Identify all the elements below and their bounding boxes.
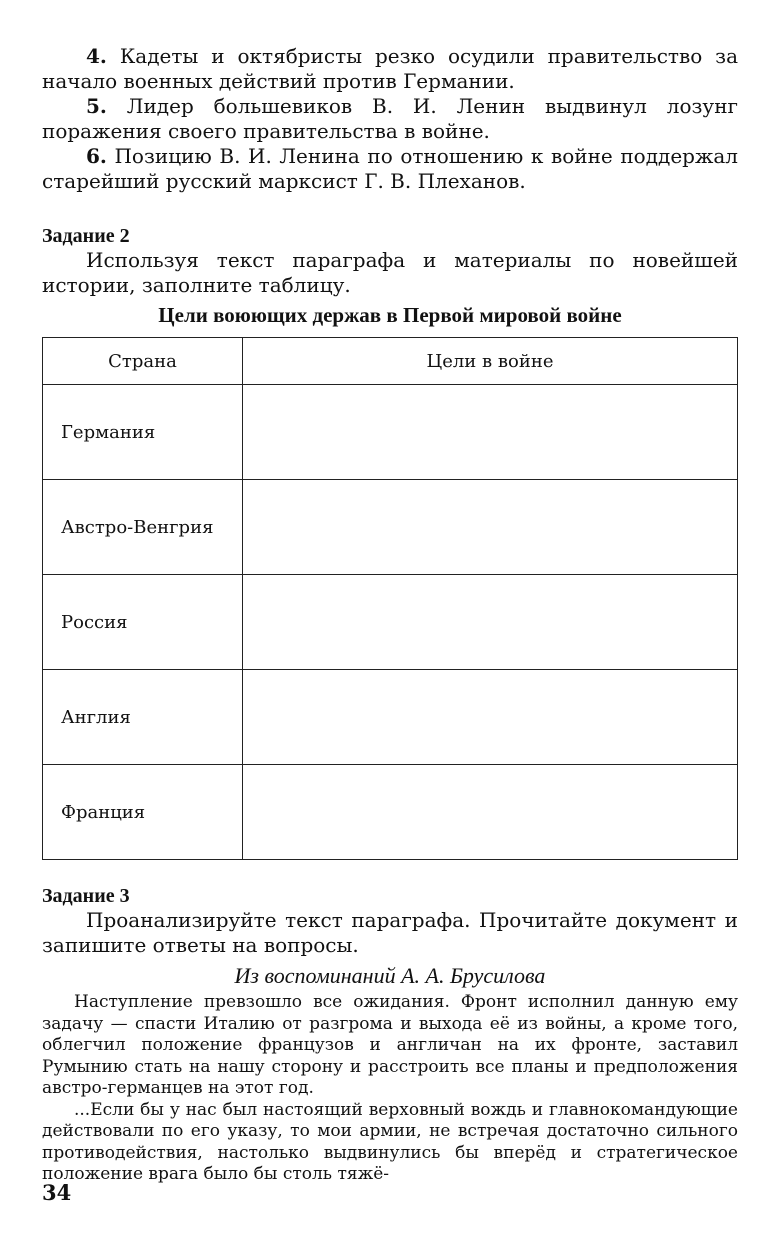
country-cell: Англия <box>43 670 243 765</box>
country-cell: Россия <box>43 575 243 670</box>
statement-text: Позицию В. И. Ленина по отношению к войне поддержал старейший русский марксист Г. В. Плеханов. <box>42 144 738 193</box>
table-caption: Цели воюющих держав в Первой мировой войне <box>158 303 622 327</box>
task2-instruction: Используя текст параграфа и материалы по новейшей истории, заполните таблицу. <box>42 248 738 297</box>
statement-text: Лидер большевиков В. И. Ленин выдвинул лозунг поражения своего правительства в войне. <box>42 94 738 143</box>
country-cell: Австро-Венгрия <box>43 480 243 575</box>
task2-title: Задание 2 <box>42 225 130 247</box>
goals-cell[interactable] <box>243 480 738 575</box>
header-goals: Цели в войне <box>243 338 738 385</box>
statement-number: 5. <box>86 94 107 118</box>
statement-4 <box>42 44 738 94</box>
war-goals-table <box>42 337 738 860</box>
page-content <box>42 44 738 1186</box>
table-row <box>43 670 738 765</box>
statement-5 <box>42 94 738 144</box>
goals-cell[interactable] <box>243 670 738 765</box>
task3-instruction: Проанализируйте текст параграфа. Прочитайте документ и запишите ответы на вопросы. <box>42 908 738 957</box>
statement-number: 6. <box>86 144 107 168</box>
page-number: 34 <box>42 1180 72 1205</box>
goals-cell[interactable] <box>243 765 738 860</box>
country-cell: Германия <box>43 385 243 480</box>
table-row <box>43 575 738 670</box>
table-header-row <box>43 338 738 385</box>
table-row <box>43 480 738 575</box>
goals-cell[interactable] <box>243 385 738 480</box>
statement-number: 4. <box>86 44 107 68</box>
table-row <box>43 385 738 480</box>
task3-title: Задание 3 <box>42 885 130 907</box>
document-paragraph: Наступление превзошло все ожидания. Фронт исполнил данную ему задачу — спасти Италию от разгрома и выхода её из войны, а кроме того, облегчил положение французов и англичан на их фронте, заставил Румынию стать на нашу сторону и расстроить все планы и предположения австро-германцев на этот год. <box>42 992 738 1098</box>
goals-cell[interactable] <box>243 575 738 670</box>
header-country: Страна <box>43 338 243 385</box>
statement-text: Кадеты и октябристы резко осудили правительство за начало военных действий против Германии. <box>42 44 739 93</box>
document-title: Из воспоминаний А. А. Брусилова <box>234 963 546 988</box>
table-row <box>43 765 738 860</box>
statement-6 <box>42 144 738 194</box>
document-paragraph: ...Если бы у нас был настоящий верховный вождь и главнокомандующие действовали по его указу, то мои армии, не встречая достаточно сильного противодействия, настолько выдвинулись бы вперёд и стратегическое положение врага было бы столь тяжё- <box>42 1099 738 1184</box>
country-cell: Франция <box>43 765 243 860</box>
